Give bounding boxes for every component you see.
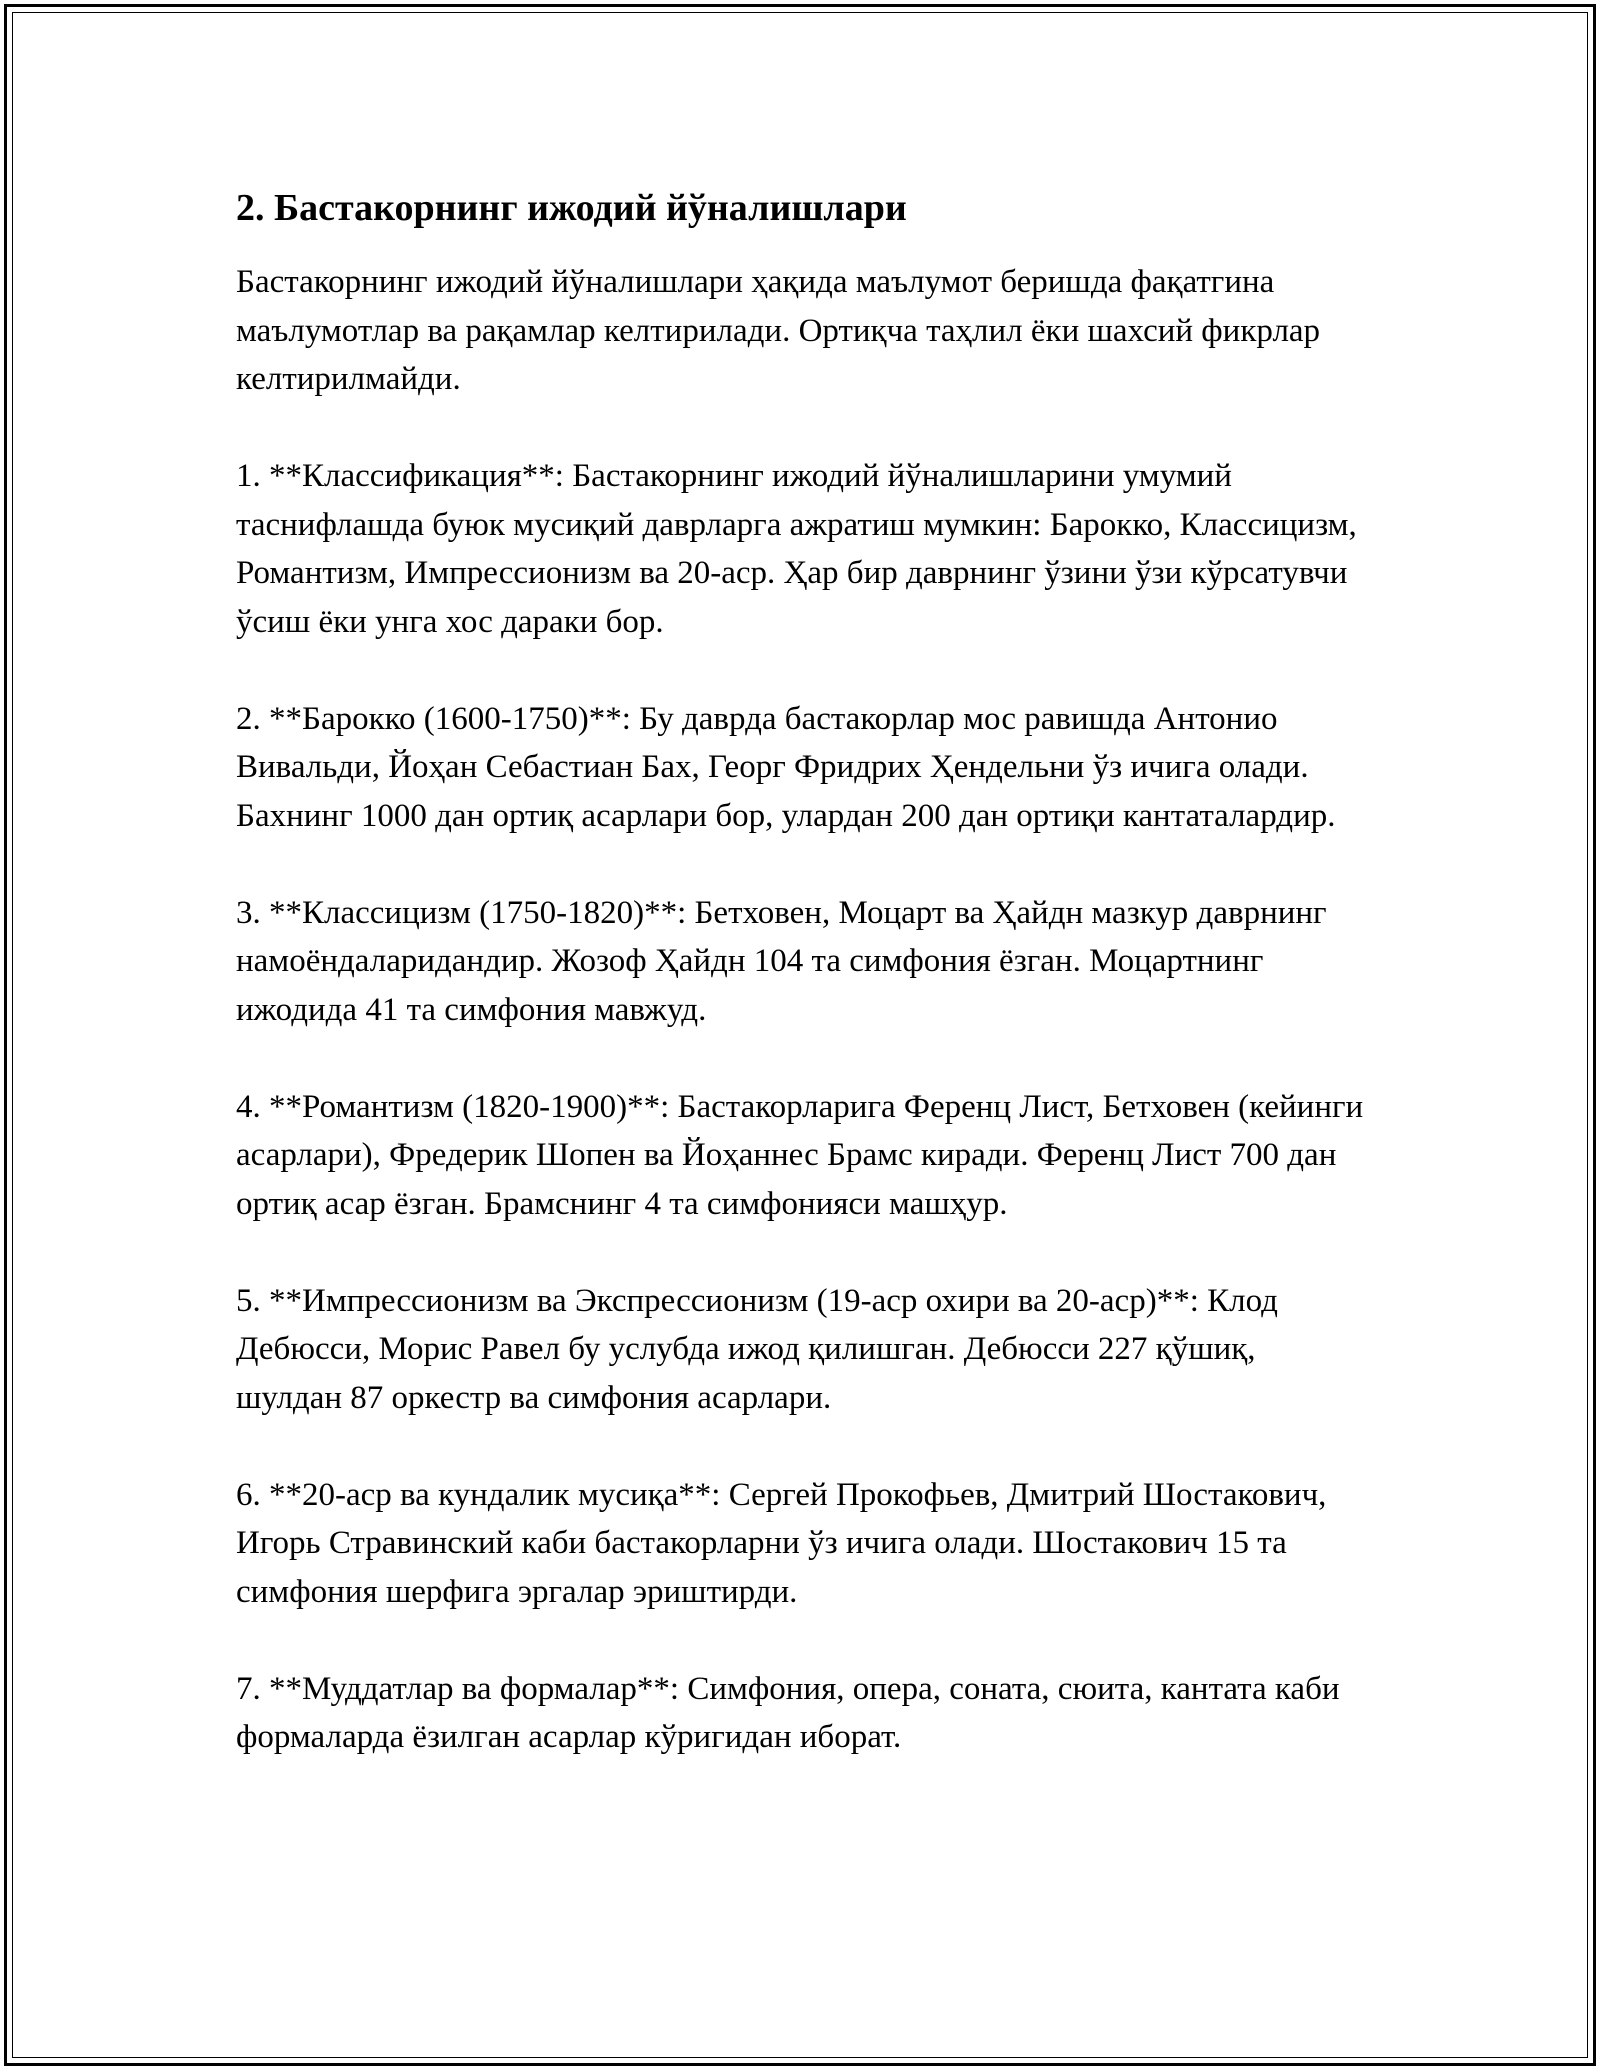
list-item: 2. **Барокко (1600-1750)**: Бу даврда бастакорлар мос равишда Антонио Вивальди, Йоҳан Себастиан Бах, Георг Фридрих Ҳендельни ўз ичига олади. Бахнинг 1000 дан ортиқ асарлари бор, улардан 200 дан ортиқи кантаталардир. <box>236 700 1336 834</box>
list-item: 6. **20-аср ва кундалик мусиқа**: Сергей Прокофьев, Дмитрий Шостакович, Игорь Стравинский каби бастакорларни ўз ичига олади. Шостакович 15 та симфония шерфига эргалар эриштирди. <box>236 1476 1327 1610</box>
list-item: 3. **Классицизм (1750-1820)**: Бетховен, Моцарт ва Ҳайдн мазкур даврнинг намоёндаларидандир. Жозоф Ҳайдн 104 та симфония ёзган. Моцартнинг ижодида 41 та симфония мавжуд. <box>236 894 1327 1028</box>
document-body <box>236 184 1366 1810</box>
list-item: 5. **Импрессионизм ва Экспрессионизм (19-аср охири ва 20-аср)**: Клод Дебюсси, Морис Равел бу услубда ижод қилишган. Дебюсси 227 қўшиқ, шулдан 87 оркестр ва симфония асарлари. <box>236 1282 1278 1416</box>
list-item: 1. **Классификация**: Бастакорнинг ижодий йўналишларини умумий таснифлашда буюк мусиқий даврларга ажратиш мумкин: Барокко, Классицизм, Романтизм, Импрессионизм ва 20-аср. Ҳар бир даврнинг ўзини ўзи кўрсатувчи ўсиш ёки унга хос дараки бор. <box>236 458 1357 640</box>
intro-paragraph: Бастакорнинг ижодий йўналишлари ҳақида маълумот беришда фақатгина маълумотлар ва рақамлар келтирилади. Ортиқча таҳлил ёки шахсий фикрлар келтирилмайди. <box>236 264 1321 397</box>
list-item: 7. **Муддатлар ва формалар**: Симфония, опера, соната, сюита, кантата каби формаларда ёзилган асарлар кўригидан иборат. <box>236 1670 1340 1755</box>
list-item: 4. **Романтизм (1820-1900)**: Бастакорларига Ференц Лист, Бетховен (кейинги асарлари), Фредерик Шопен ва Йоҳаннес Брамс киради. Ференц Лист 700 дан ортиқ асар ёзган. Брамснинг 4 та симфонияси машҳур. <box>236 1088 1364 1222</box>
section-heading: 2. Бастакорнинг ижодий йўналишлари <box>236 187 907 229</box>
